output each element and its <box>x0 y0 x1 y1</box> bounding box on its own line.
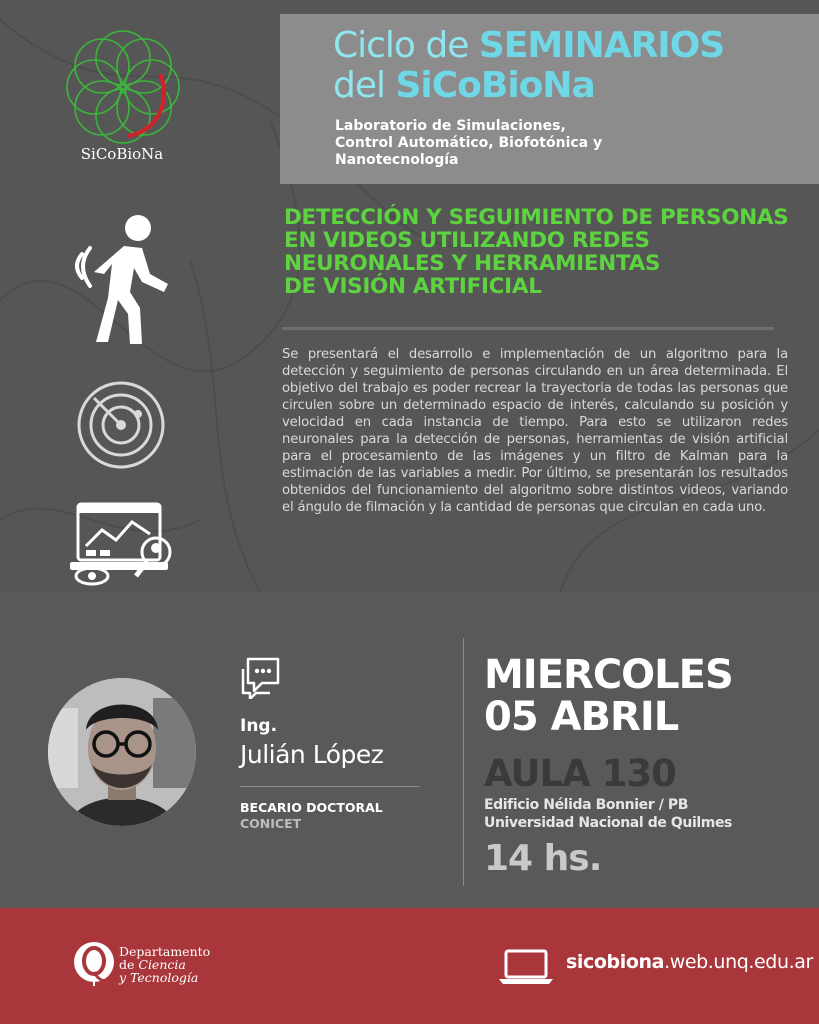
speaker-title: Ing. <box>240 716 278 736</box>
department-logo-icon <box>72 940 116 986</box>
speaker-name: Julián López <box>240 740 384 769</box>
event-room: AULA 130 <box>484 752 676 795</box>
analytics-dashboard-icon <box>70 500 176 586</box>
radar-icon <box>74 378 168 472</box>
department-name: Departamento de Ciencia y Tecnología <box>119 944 211 985</box>
header-box <box>280 14 819 184</box>
event-location: Edificio Nélida Bonnier / PB Universidad Nacional de Quilmes <box>484 797 732 831</box>
speaker-photo <box>48 678 196 826</box>
chat-bubbles-icon <box>240 655 282 699</box>
speaker-section-top <box>0 592 819 622</box>
speaker-role: BECARIO DOCTORAL <box>240 800 383 815</box>
logo-text: SiCoBioNa <box>80 145 164 163</box>
speaker-divider <box>240 786 420 787</box>
divider <box>282 327 774 330</box>
walking-person-icon <box>68 212 178 350</box>
series-title: Ciclo de SEMINARIOS del SiCoBioNa <box>333 25 725 106</box>
speaker-org: CONICET <box>240 816 302 831</box>
sicobiona-logo-icon <box>62 28 184 146</box>
abstract: Se presentará el desarrollo e implementación de un algoritmo para la detección y seguimiento de personas circulando en un área determinada. El objetivo del trabajo es poder recrear la trayectoria de todas las personas que circulen sobre un determinado espacio de interés, calculando su posición y velocidad en cada instancia de tiempo. Para esto se utilizaron redes neuronales para la detección de personas, herramientas de visión artificial para el procesamiento de las imágenes y un filtro de Kalman para la estimación de las variables a medir. Por último, se presentarán los resultados obtenidos del funcionamiento del algoritmo sobre distintos videos, variando el ángulo de filmación y la cantidad de personas que circulan en cada uno. <box>282 347 788 515</box>
talk-title: DETECCIÓN Y SEGUIMIENTO DE PERSONAS EN VIDEOS UTILIZANDO REDES NEURONALES Y HERRAMIENTAS DE VISIÓN ARTIFICIAL <box>284 205 789 299</box>
event-date: MIERCOLES 05 ABRIL <box>484 652 733 740</box>
lab-name: Laboratorio de Simulaciones, Control Automático, Biofotónica y Nanotecnología <box>335 118 603 168</box>
vertical-divider <box>463 638 464 886</box>
website-link[interactable]: sicobiona.web.unq.edu.ar <box>566 951 813 973</box>
laptop-icon <box>497 949 555 985</box>
event-time: 14 hs. <box>484 838 602 879</box>
